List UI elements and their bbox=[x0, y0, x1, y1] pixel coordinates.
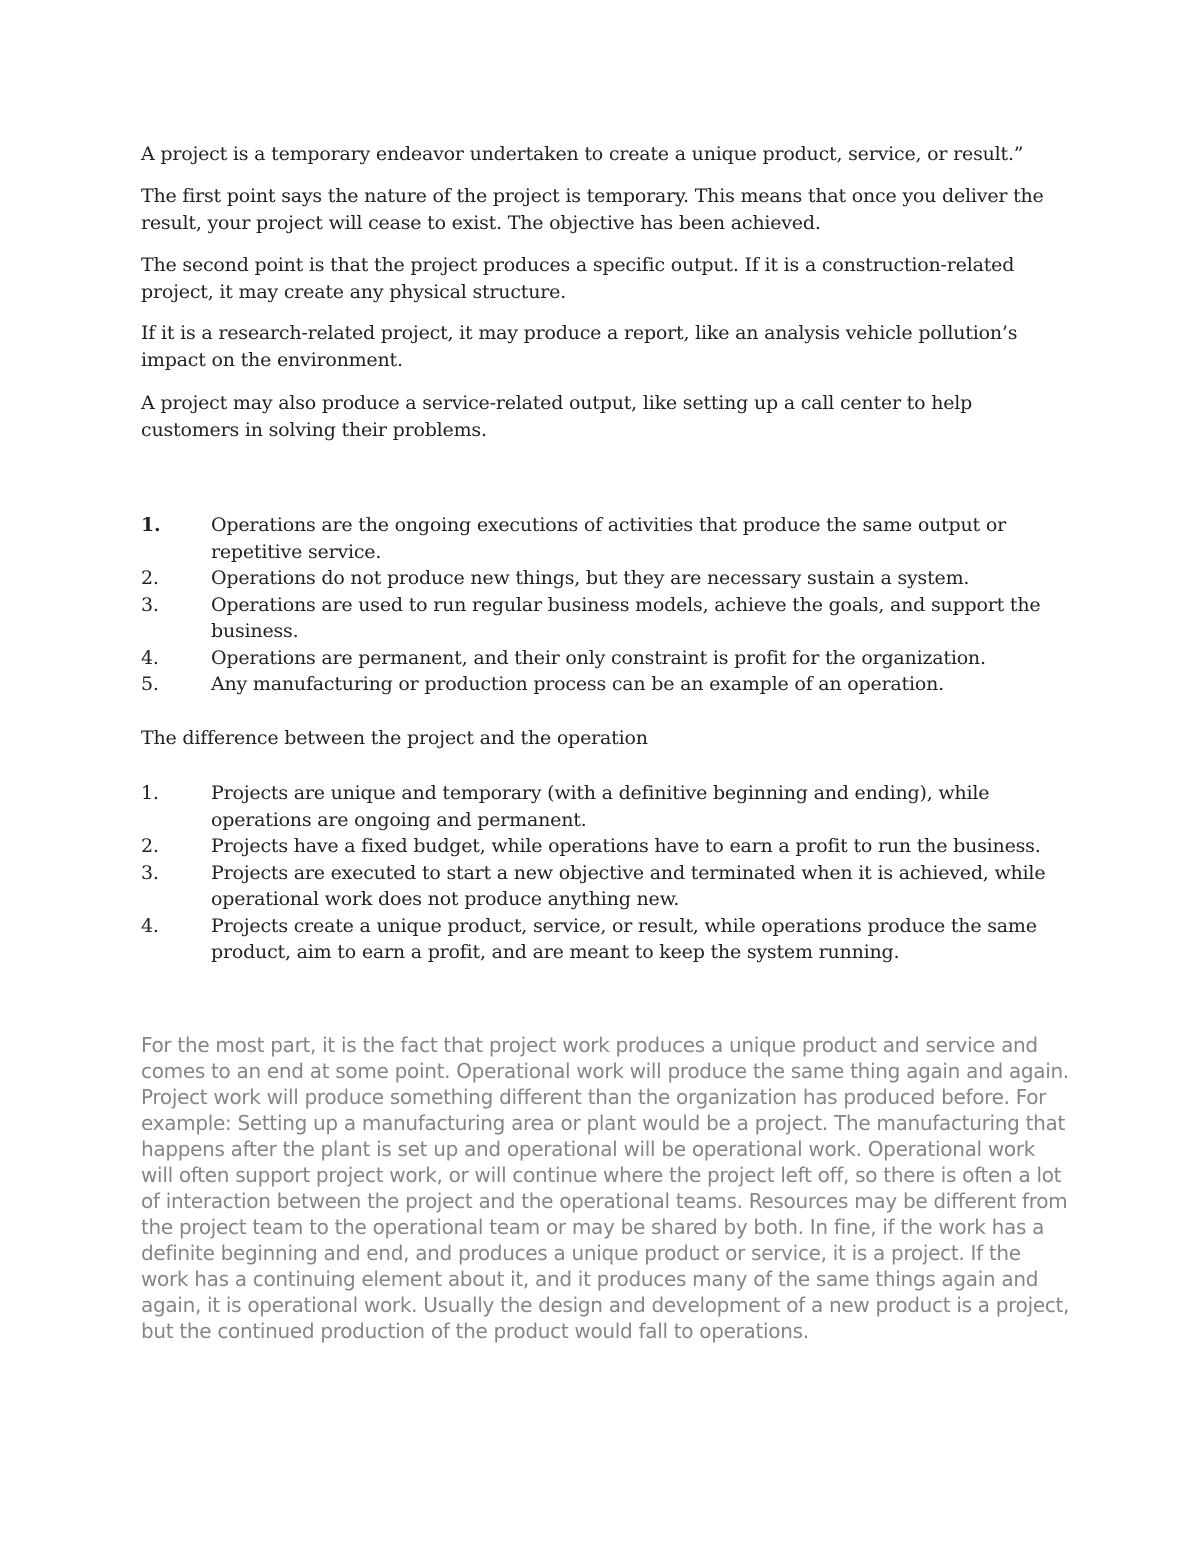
temporary-paragraph: The first point says the nature of the project is temporary. This means that once you deliver the result, your project will cease to exist. The objective has been achieved. bbox=[141, 185, 1044, 234]
list-item bbox=[141, 833, 1071, 860]
difference-heading: The difference between the project and the operation bbox=[141, 727, 648, 749]
list-number: 1. bbox=[141, 514, 161, 536]
list-text: Projects create a unique product, service, or result, while operations produce the same product, aim to earn a profit, and are meant to keep the system running. bbox=[211, 914, 1037, 963]
list-text: Projects have a fixed budget, while operations have to earn a profit to run the business. bbox=[211, 835, 1041, 857]
list-text: Operations are the ongoing executions of activities that produce the same output or repetitive service. bbox=[211, 514, 1006, 563]
list-text: Projects are unique and temporary (with a definitive beginning and ending), while operations are ongoing and permanent. bbox=[211, 782, 990, 831]
list-text: Any manufacturing or production process can be an example of an operation. bbox=[211, 673, 944, 695]
list-item bbox=[141, 565, 1071, 592]
list-number: 5. bbox=[141, 673, 159, 695]
list-number: 2. bbox=[141, 567, 159, 589]
difference-list bbox=[141, 780, 1071, 966]
list-item bbox=[141, 592, 1071, 645]
list-text: Operations do not produce new things, but they are necessary sustain a system. bbox=[211, 567, 970, 589]
list-number: 3. bbox=[141, 593, 159, 616]
list-item bbox=[141, 671, 1071, 698]
definition-paragraph: A project is a temporary endeavor undertaken to create a unique product, service, or result.” bbox=[141, 143, 1024, 165]
list-text: Projects are executed to start a new objective and terminated when it is achieved, while operational work does not produce anything new. bbox=[211, 861, 1046, 910]
list-item bbox=[141, 860, 1071, 913]
list-item bbox=[141, 780, 1071, 833]
output-paragraph: The second point is that the project produces a specific output. If it is a construction-related project, it may create any physical structure. bbox=[141, 254, 1015, 303]
list-number: 4. bbox=[141, 646, 159, 669]
operations-list bbox=[141, 512, 1071, 698]
list-number: 1. bbox=[141, 782, 159, 804]
research-paragraph: If it is a research-related project, it may produce a report, like an analysis vehicle pollution’s impact on the environment. bbox=[141, 322, 1018, 371]
list-number: 2. bbox=[141, 835, 159, 857]
list-text: Operations are permanent, and their only constraint is profit for the organization. bbox=[211, 646, 986, 669]
list-item bbox=[141, 645, 1071, 672]
summary-paragraph: For the most part, it is the fact that project work produces a unique product and service and comes to an end at some point. Operational work will produce the same thing again and again. Project work will produce something different than the organization has produced before. For example: Setting up a manufacturing area or plant would be a project. The manufacturing that happens after the plant is set up and operational will be operational work. Operational work will often support project work, or will continue where the project left off, so there is often a lot of interaction between the project and the operational teams. Resources may be different from the project team to the operational team or may be shared by both. In fine, if the work has a definite beginning and end, and produces a unique product or service, it is a project. If the work has a continuing element about it, and it produces many of the same things again and again, it is operational work. Usually the design and development of a new product is a project, but the continued production of the product would fall to operations. bbox=[141, 1033, 1070, 1343]
list-number: 3. bbox=[141, 861, 159, 884]
service-paragraph: A project may also produce a service-related output, like setting up a call center to help customers in solving their problems. bbox=[141, 392, 973, 441]
list-item bbox=[141, 512, 1071, 565]
list-text: Operations are used to run regular business models, achieve the goals, and support the business. bbox=[211, 593, 1041, 642]
list-number: 4. bbox=[141, 914, 159, 937]
list-item bbox=[141, 913, 1071, 966]
